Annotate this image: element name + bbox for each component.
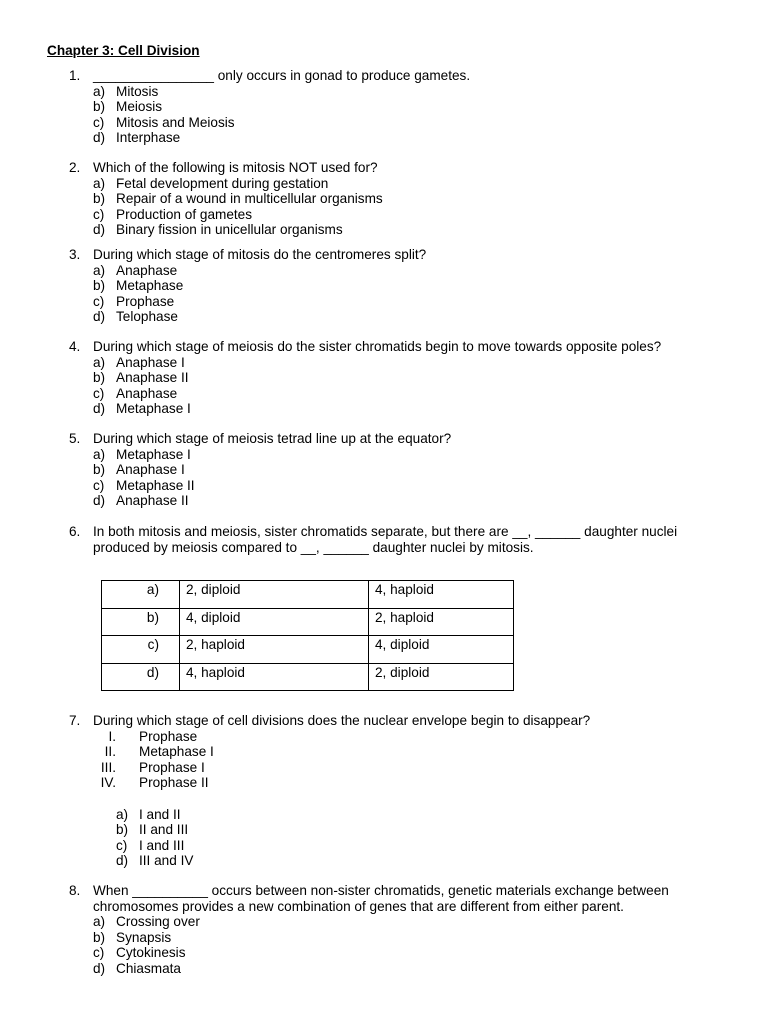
option-letter: b) bbox=[93, 929, 106, 945]
option-text: Metaphase I bbox=[116, 401, 191, 417]
option-letter: b) bbox=[93, 462, 106, 478]
option-letter: b) bbox=[93, 370, 106, 386]
option-text: Telophase bbox=[116, 309, 178, 325]
question-number: 8. bbox=[69, 883, 81, 898]
question-number: 7. bbox=[69, 713, 81, 728]
option-b bbox=[0, 822, 768, 838]
option-letter: d) bbox=[93, 222, 106, 238]
option-c bbox=[0, 945, 768, 961]
option-b bbox=[0, 930, 768, 946]
roman-item-1 bbox=[0, 729, 768, 745]
option-d bbox=[0, 401, 768, 417]
table-cell-mitosis: 2, diploid bbox=[369, 663, 514, 691]
option-d bbox=[0, 493, 768, 509]
question-text-continued: chromosomes provides a new combination of genes that are different from either parent. bbox=[93, 898, 624, 914]
option-b bbox=[0, 278, 768, 294]
roman-numeral: II. bbox=[104, 744, 116, 760]
option-c bbox=[0, 838, 768, 854]
table-row bbox=[102, 581, 514, 609]
option-text: Metaphase bbox=[116, 278, 184, 294]
option-c bbox=[0, 478, 768, 494]
option-letter: d) bbox=[93, 493, 106, 509]
option-a bbox=[0, 807, 768, 823]
option-text: Metaphase I bbox=[116, 446, 191, 462]
roman-text: Prophase I bbox=[139, 759, 205, 775]
question-2 bbox=[0, 160, 768, 238]
option-text: Prophase bbox=[116, 293, 175, 309]
question-text: During which stage of meiosis do the sister chromatids begin to move towards opposite poles? bbox=[93, 339, 662, 354]
roman-numeral: I. bbox=[108, 728, 116, 744]
option-text: Anaphase bbox=[116, 262, 178, 278]
option-d bbox=[0, 961, 768, 977]
option-letter: a) bbox=[93, 83, 106, 99]
option-text: Meiosis bbox=[116, 99, 163, 115]
option-text: Cytokinesis bbox=[116, 945, 186, 961]
option-letter: d) bbox=[93, 309, 106, 325]
option-text: Anaphase II bbox=[116, 370, 189, 386]
question-7 bbox=[0, 713, 768, 869]
option-letter: c) bbox=[93, 477, 105, 493]
option-letter: a) bbox=[93, 354, 106, 370]
question-text: In both mitosis and meiosis, sister chromatids separate, but there are __, ______ daughter nuclei bbox=[93, 524, 678, 539]
question-number: 6. bbox=[69, 524, 81, 539]
table-cell-letter: b) bbox=[102, 608, 180, 636]
roman-numeral: III. bbox=[100, 759, 116, 775]
option-text: I and II bbox=[139, 806, 181, 822]
option-letter: c) bbox=[93, 293, 105, 309]
table-cell-meiosis: 4, haploid bbox=[180, 663, 369, 691]
question-text: During which stage of cell divisions does the nuclear envelope begin to disappear? bbox=[93, 713, 591, 728]
table-cell-letter: a) bbox=[102, 581, 180, 609]
option-d bbox=[0, 222, 768, 238]
option-c bbox=[0, 115, 768, 131]
option-text: Interphase bbox=[116, 130, 181, 146]
table-cell-letter: c) bbox=[102, 636, 180, 664]
table-cell-mitosis: 2, haploid bbox=[369, 608, 514, 636]
roman-numeral: IV. bbox=[100, 775, 116, 791]
option-text: Binary fission in unicellular organisms bbox=[116, 222, 343, 238]
table-cell-mitosis: 4, haploid bbox=[369, 581, 514, 609]
option-letter: d) bbox=[93, 130, 106, 146]
question-number: 1. bbox=[69, 68, 81, 83]
option-text: Production of gametes bbox=[116, 206, 253, 222]
option-letter: b) bbox=[93, 191, 106, 207]
question-text-continued: produced by meiosis compared to __, ______ daughter nuclei by mitosis. bbox=[93, 539, 534, 555]
option-a bbox=[0, 355, 768, 371]
option-text: Mitosis bbox=[116, 83, 159, 99]
option-letter: c) bbox=[93, 114, 105, 130]
option-d bbox=[0, 130, 768, 146]
option-d bbox=[0, 853, 768, 869]
question-6 bbox=[0, 524, 768, 555]
option-letter: a) bbox=[93, 446, 106, 462]
option-letter: d) bbox=[93, 401, 106, 417]
option-letter: b) bbox=[93, 99, 106, 115]
table-cell-meiosis: 2, haploid bbox=[180, 636, 369, 664]
option-letter: d) bbox=[116, 853, 129, 869]
roman-item-2 bbox=[0, 744, 768, 760]
option-text: Chiasmata bbox=[116, 960, 181, 976]
option-letter: c) bbox=[93, 945, 105, 961]
option-text: Anaphase I bbox=[116, 462, 185, 478]
option-letter: b) bbox=[116, 822, 129, 838]
table-row bbox=[102, 608, 514, 636]
question-1 bbox=[0, 68, 768, 146]
option-letter: a) bbox=[93, 262, 106, 278]
option-text: Anaphase I bbox=[116, 354, 185, 370]
answer-table bbox=[101, 580, 514, 691]
question-text: When __________ occurs between non-sister chromatids, genetic materials exchange between bbox=[93, 883, 669, 898]
option-b bbox=[0, 370, 768, 386]
question-4 bbox=[0, 339, 768, 417]
question-text: During which stage of meiosis tetrad line up at the equator? bbox=[93, 431, 452, 446]
roman-text: Prophase II bbox=[139, 775, 209, 791]
question-text: Which of the following is mitosis NOT used for? bbox=[93, 160, 378, 175]
option-c bbox=[0, 207, 768, 223]
option-letter: c) bbox=[93, 385, 105, 401]
option-a bbox=[0, 263, 768, 279]
roman-text: Prophase bbox=[139, 728, 198, 744]
table-cell-letter: d) bbox=[102, 663, 180, 691]
table-row bbox=[102, 663, 514, 691]
option-text: II and III bbox=[139, 822, 189, 838]
option-letter: a) bbox=[93, 914, 106, 930]
question-text: During which stage of mitosis do the centromeres split? bbox=[93, 247, 427, 262]
table-cell-mitosis: 4, diploid bbox=[369, 636, 514, 664]
option-c bbox=[0, 386, 768, 402]
page-title: Chapter 3: Cell Division bbox=[47, 43, 200, 58]
question-5 bbox=[0, 431, 768, 509]
option-text: Crossing over bbox=[116, 914, 200, 930]
question-number: 4. bbox=[69, 339, 81, 354]
option-text: Mitosis and Meiosis bbox=[116, 114, 235, 130]
option-letter: c) bbox=[116, 837, 128, 853]
table-cell-meiosis: 4, diploid bbox=[180, 608, 369, 636]
option-text: Fetal development during gestation bbox=[116, 175, 329, 191]
option-letter: b) bbox=[93, 278, 106, 294]
question-number: 3. bbox=[69, 247, 81, 262]
roman-item-3 bbox=[0, 760, 768, 776]
question-number: 5. bbox=[69, 431, 81, 446]
option-c bbox=[0, 294, 768, 310]
option-d bbox=[0, 309, 768, 325]
option-a bbox=[0, 176, 768, 192]
option-a bbox=[0, 914, 768, 930]
question-8 bbox=[0, 883, 768, 977]
question-text: ________________ only occurs in gonad to produce gametes. bbox=[93, 68, 471, 83]
option-text: Synapsis bbox=[116, 929, 172, 945]
table-cell-meiosis: 2, diploid bbox=[180, 581, 369, 609]
option-a bbox=[0, 447, 768, 463]
option-text: III and IV bbox=[139, 853, 194, 869]
option-text: Anaphase II bbox=[116, 493, 189, 509]
option-letter: a) bbox=[116, 806, 129, 822]
option-letter: d) bbox=[93, 960, 106, 976]
option-text: Anaphase bbox=[116, 385, 178, 401]
question-3 bbox=[0, 247, 768, 325]
option-letter: c) bbox=[93, 206, 105, 222]
roman-item-4 bbox=[0, 775, 768, 791]
option-text: I and III bbox=[139, 837, 185, 853]
option-letter: a) bbox=[93, 175, 106, 191]
roman-text: Metaphase I bbox=[139, 744, 214, 760]
question-number: 2. bbox=[69, 160, 81, 175]
option-text: Metaphase II bbox=[116, 477, 195, 493]
option-text: Repair of a wound in multicellular organisms bbox=[116, 191, 383, 207]
option-b bbox=[0, 462, 768, 478]
option-b bbox=[0, 191, 768, 207]
option-b bbox=[0, 99, 768, 115]
table-row bbox=[102, 636, 514, 664]
option-a bbox=[0, 84, 768, 100]
